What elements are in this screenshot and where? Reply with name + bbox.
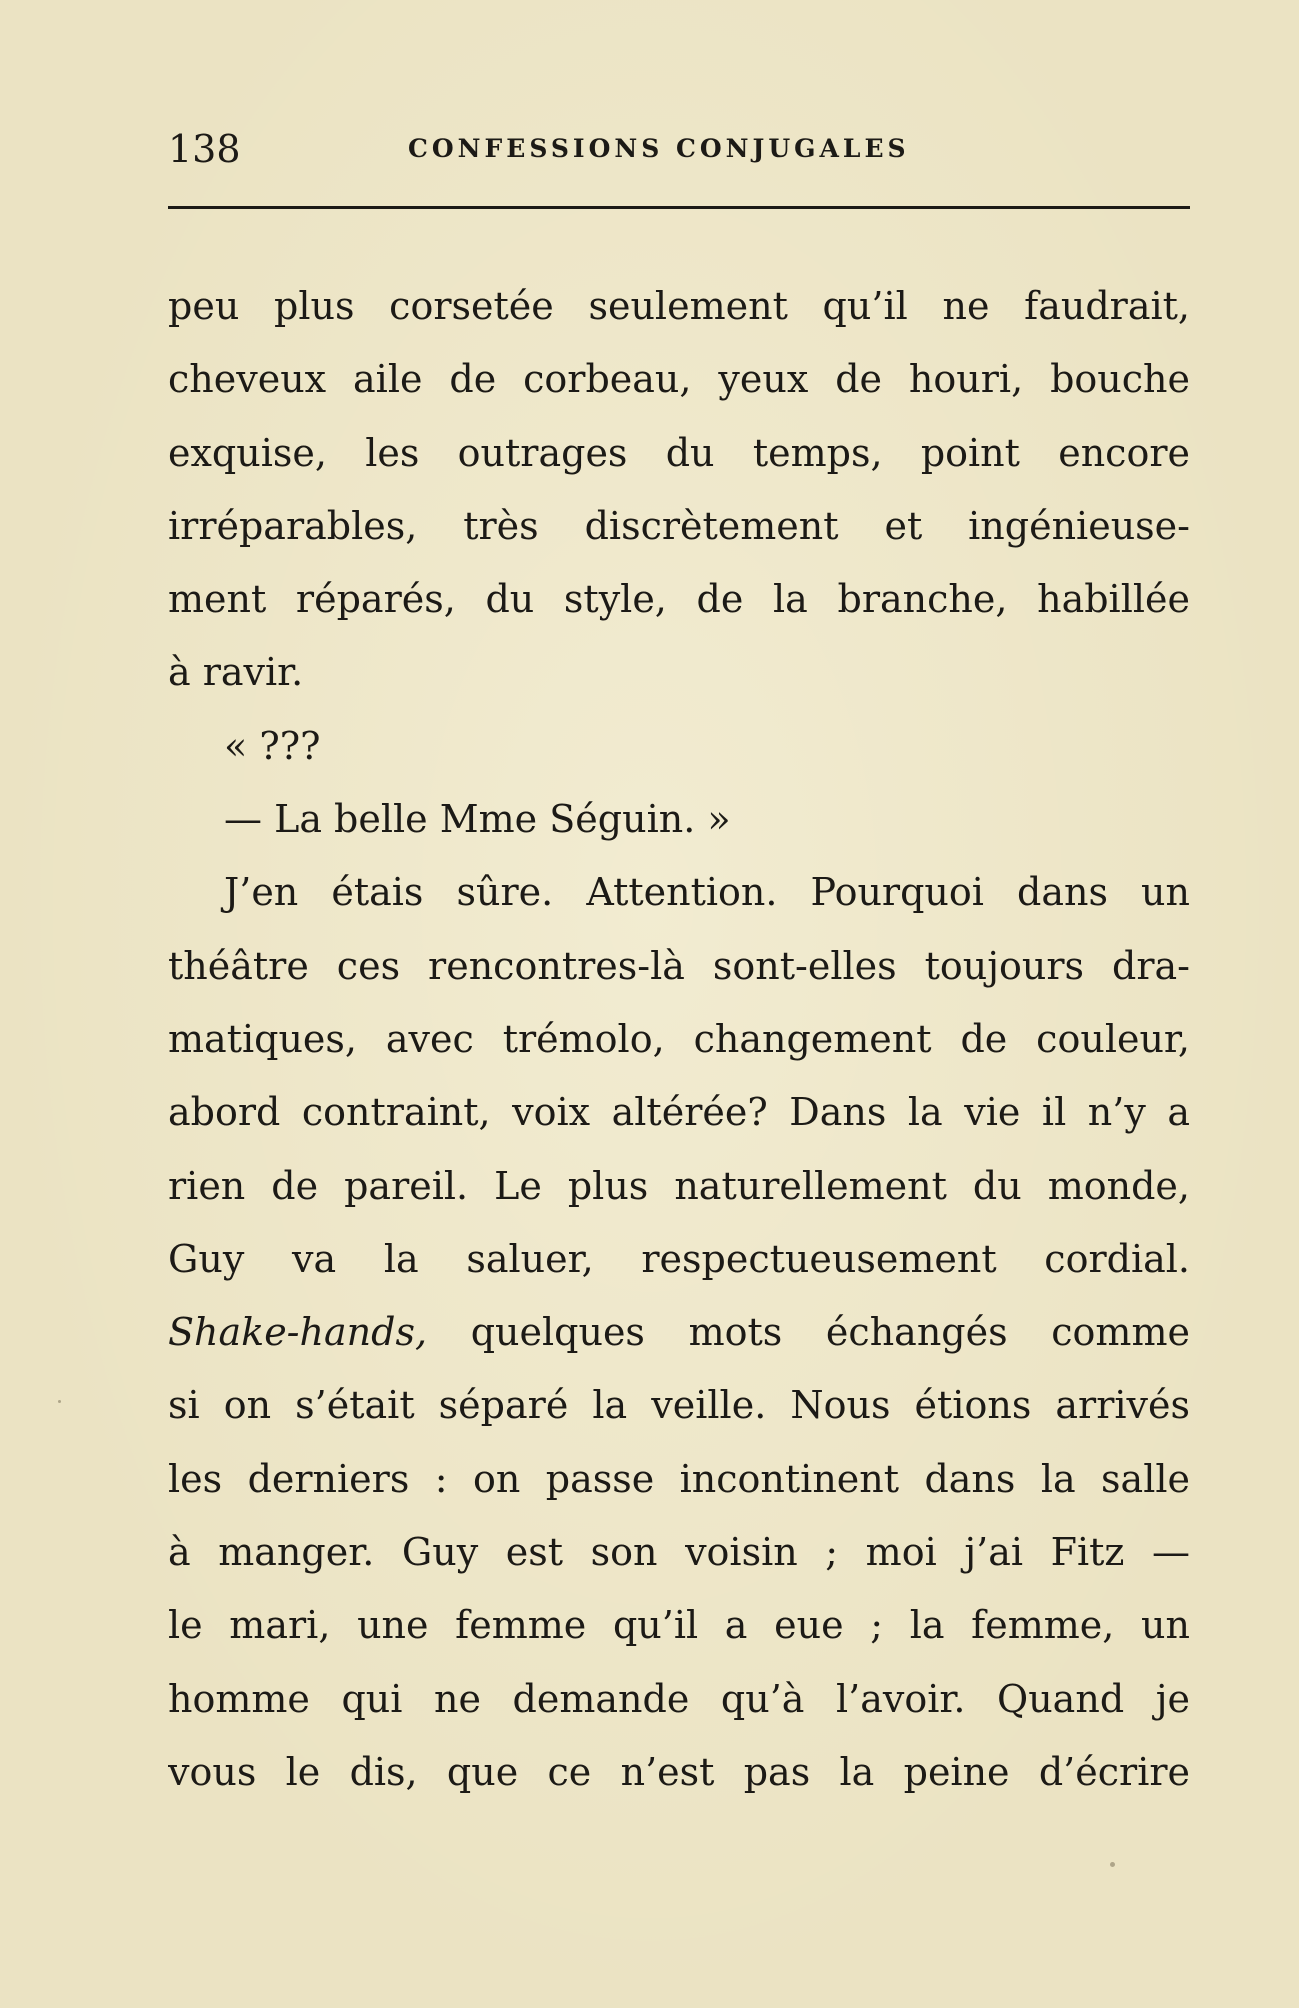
paper-speck xyxy=(58,1400,61,1403)
text-line: J’en étais sûre. Attention. Pourquoi dans un xyxy=(224,870,1190,915)
text-line: théâtre ces rencontres-là sont-elles toujours dra- xyxy=(168,943,1190,988)
text-line: les derniers : on passe incontinent dans la salle xyxy=(168,1456,1190,1501)
text-line: — La belle Mme Séguin. » xyxy=(224,797,731,842)
text-line-rest: quelques mots échangés comme xyxy=(470,1310,1190,1355)
header-rule xyxy=(168,206,1190,209)
text-line: exquise, les outrages du temps, point encore xyxy=(168,430,1190,475)
running-title: CONFESSIONS CONJUGALES xyxy=(408,134,910,163)
italic-phrase: Shake-hands, xyxy=(168,1310,428,1355)
text-line: rien de pareil. Le plus naturellement du monde, xyxy=(168,1163,1190,1208)
text-line: à manger. Guy est son voisin ; moi j’ai Fitz — xyxy=(168,1530,1190,1575)
text-line: irréparables, très discrètement et ingénieuse- xyxy=(168,503,1190,548)
text-line: si on s’était séparé la veille. Nous étions arrivés xyxy=(168,1383,1190,1428)
text-line: vous le dis, que ce n’est pas la peine d’écrire xyxy=(168,1749,1190,1794)
text-line: le mari, une femme qu’il a eue ; la femme, un xyxy=(168,1603,1190,1648)
page-number: 138 xyxy=(168,127,241,171)
text-line: Guy va la saluer, respectueusement cordial. xyxy=(168,1236,1190,1281)
text-line-with-italic xyxy=(168,1296,1190,1369)
text-line: homme qui ne demande qu’à l’avoir. Quand je xyxy=(168,1676,1190,1721)
paper-speck xyxy=(1110,1862,1115,1867)
body-text xyxy=(168,270,1190,1809)
text-line: « ??? xyxy=(224,723,321,768)
text-line: peu plus corsetée seulement qu’il ne faudrait, xyxy=(168,284,1190,328)
text-line: abord contraint, voix altérée? Dans la vie il n’y a xyxy=(168,1090,1190,1135)
text-line: matiques, avec trémolo, changement de couleur, xyxy=(168,1016,1190,1061)
text-line: cheveux aile de corbeau, yeux de houri, bouche xyxy=(168,357,1190,402)
text-line: à ravir. xyxy=(168,650,304,695)
page-header xyxy=(168,118,1190,180)
text-line: ment réparés, du style, de la branche, habillée xyxy=(168,577,1190,622)
